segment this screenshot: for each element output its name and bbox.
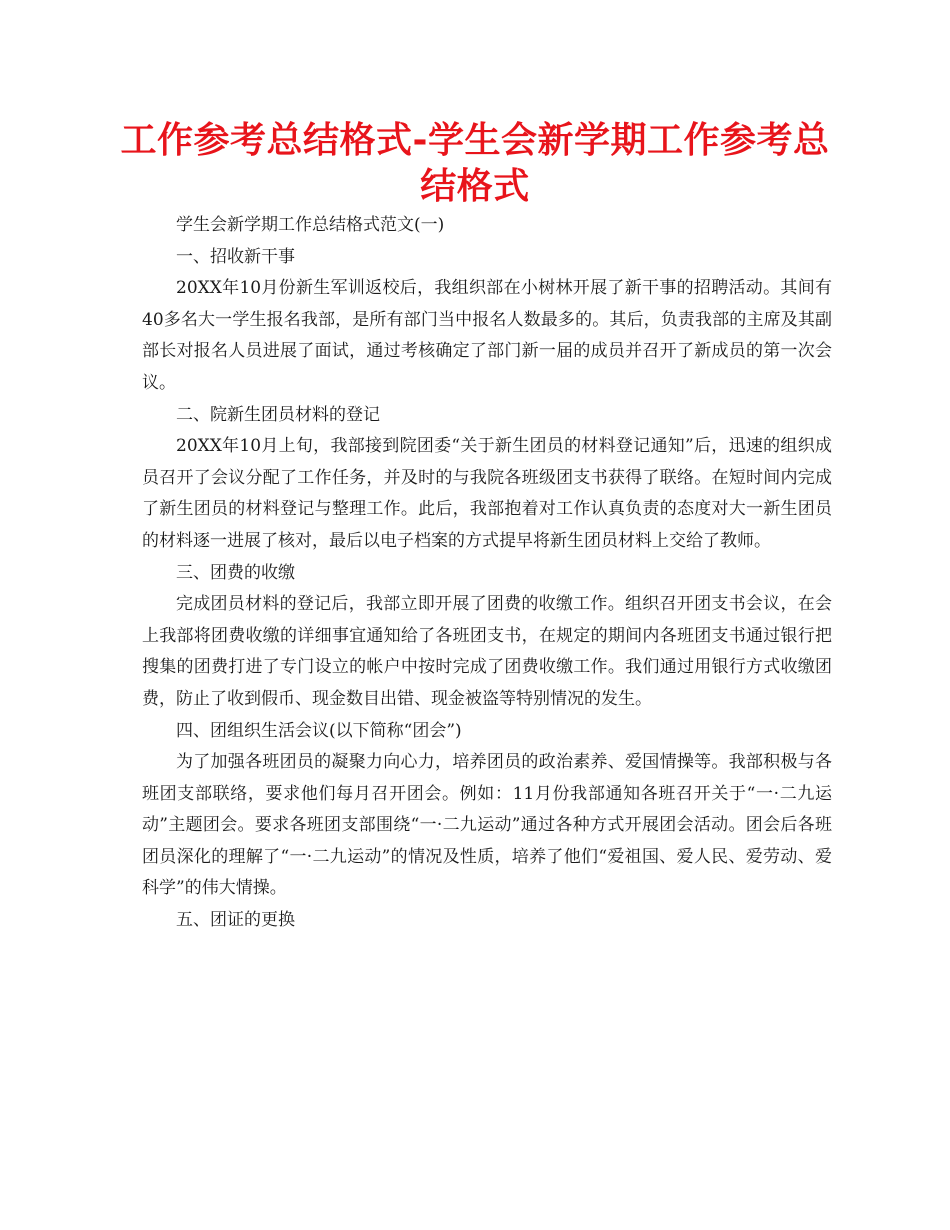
subtitle-paragraph: 学生会新学期工作总结格式范文(一) [176, 215, 445, 235]
section-heading: 一、招收新干事 [176, 246, 295, 267]
section-heading: 四、团组织生活会议(以下简称“团会”) [176, 720, 462, 741]
body-paragraph: 20XX年10月份新生军训返校后，我组织部在小树林开展了新干事的招聘活动。其间有40多名大一学生报名我部，是所有部门当中报名人数最多的。其后，负责我部的主席及其副部长对报名人员进展了面试，通过考核确定了部门新一届的成员并召开了新成员的第一次会议。 [142, 278, 832, 393]
body-paragraph: 为了加强各班团员的凝聚力向心力，培养团员的政治素养、爱国情操等。我部积极与各班团支部联络，要求他们每月召开团会。例如：11月份我部通知各班召开关于“一·二九运动”主题团会。要求各班团支部围绕“一·二九运动”通过各种方式开展团会活动。团会后各班团员深化的理解了“一·二九运动”的情况及性质，培养了他们“爱祖国、爱人民、爱劳动、爱科学”的伟大情操。 [142, 752, 832, 899]
body-paragraph: 完成团员材料的登记后，我部立即开展了团费的收缴工作。组织召开团支书会议，在会上我部将团费收缴的详细事宜通知给了各班团支书，在规定的期间内各班团支书通过银行把搜集的团费打进了专门设立的帐户中按时完成了团费收缴工作。我们通过用银行方式收缴团费，防止了收到假币、现金数目出错、现金被盗等特别情况的发生。 [142, 594, 832, 709]
body-paragraph: 20XX年10月上旬，我部接到院团委“关于新生团员的材料登记通知”后，迅速的组织成员召开了会议分配了工作任务，并及时的与我院各班级团支书获得了联络。在短时间内完成了新生团员的材料登记与整理工作。此后，我部抱着对工作认真负责的态度对大一新生团员的材料逐一进展了核对，最后以电子档案的方式提早将新生团员材料上交给了教师。 [142, 436, 832, 551]
section-heading: 五、团证的更换 [176, 910, 295, 931]
section-heading: 二、院新生团员材料的登记 [176, 404, 380, 425]
document-title: 工作参考总结格式-学生会新学期工作参考总结格式 [120, 120, 830, 207]
document-body [142, 210, 832, 937]
section-heading: 三、团费的收缴 [176, 562, 295, 583]
